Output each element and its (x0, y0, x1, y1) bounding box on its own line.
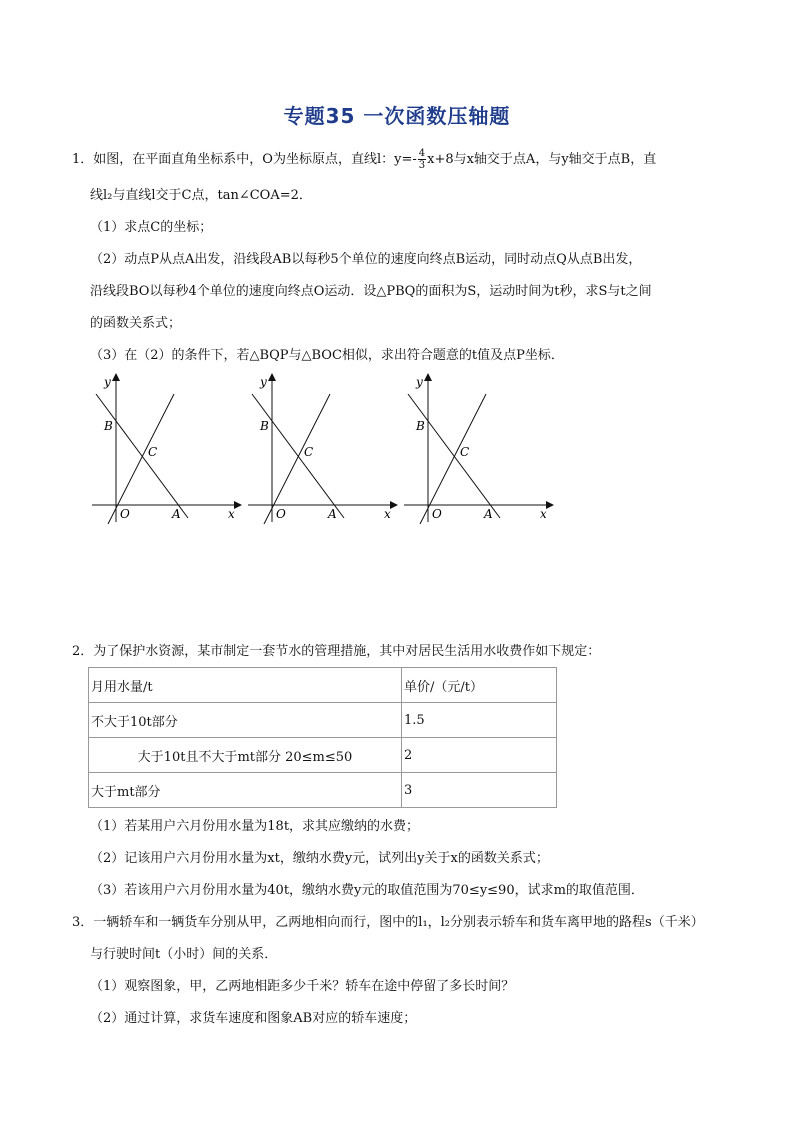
point-a-label: A (484, 507, 493, 521)
q1-number: 1． (72, 152, 94, 167)
q2-part2: （2）记该用户六月份用水量为xt，缴纳水费y元，试列出y关于x的函数关系式； (90, 851, 549, 866)
q2-intro-line (72, 643, 600, 661)
q1-diagram-3 (394, 372, 554, 527)
point-b-label: B (104, 419, 113, 433)
water-price-table (88, 667, 557, 808)
table-header-cell: 单价/（元/t） (402, 668, 557, 703)
axis-x-label: x (540, 507, 547, 521)
origin-label: O (432, 507, 442, 521)
axis-y-label: y (260, 375, 267, 389)
q1-text-a: 如图，在平面直角坐标系中，O为坐标原点，直线l：y=- (93, 152, 417, 167)
q2-number: 2． (72, 644, 94, 659)
axis-y-label: y (104, 375, 111, 389)
axis-x-label: x (228, 507, 235, 521)
point-b-label: B (260, 419, 269, 433)
origin-label: O (276, 507, 286, 521)
q2-part3: （3）若该用户六月份用水量为40t，缴纳水费y元的取值范围为70≤y≤90，试求m的取值范围． (90, 883, 644, 898)
q1-line1 (72, 148, 656, 171)
q1-part2-c: 的函数关系式； (90, 316, 182, 331)
table-cell: 大于mt部分 (89, 773, 402, 808)
origin-label: O (120, 507, 130, 521)
q1-frac-numerator: 4 (418, 148, 426, 159)
q3-line1-wrap (72, 914, 704, 932)
table-header-row (89, 668, 557, 703)
q1-fraction (418, 148, 426, 171)
q1-diagram-1 (82, 372, 242, 527)
table-cell: 2 (402, 738, 557, 773)
point-a-label: A (328, 507, 337, 521)
q1-part2-a: （2）动点P从点A出发，沿线段AB以每秒5个单位的速度向终点B运动，同时动点Q从点B出发， (90, 252, 642, 267)
table-cell: 3 (402, 773, 557, 808)
table-cell: 大于10t且不大于mt部分 20≤m≤50 (89, 738, 402, 773)
point-c-label: C (460, 445, 470, 459)
point-c-label: C (148, 445, 158, 459)
axis-y-label: y (416, 375, 423, 389)
point-a-label: A (172, 507, 181, 521)
table-row (89, 703, 557, 738)
q2-intro: 为了保护水资源，某市制定一套节水的管理措施，其中对居民生活用水收费作如下规定： (93, 644, 601, 659)
table-header-cell: 月用水量/t (89, 668, 402, 703)
q1-line2: 线l₂与直线l交于C点，tan∠COA=2． (90, 188, 312, 203)
q1-frac-denominator: 3 (418, 160, 426, 171)
q3-line2: 与行驶时间t（小时）间的关系． (90, 947, 278, 962)
q2-part1: （1）若某用户六月份用水量为18t，求其应缴纳的水费； (90, 819, 420, 834)
table-cell: 1.5 (402, 703, 557, 738)
point-c-label: C (304, 445, 314, 459)
axis-x-label: x (384, 507, 391, 521)
q1-text-b: x+8与x轴交于点A，与y轴交于点B，直 (427, 152, 657, 167)
q3-part2: （2）通过计算，求货车速度和图象AB对应的轿车速度； (90, 1011, 417, 1026)
table-row (89, 738, 557, 773)
table-row (89, 773, 557, 808)
q1-diagram-2 (238, 372, 398, 527)
q1-part1: （1）求点C的坐标； (90, 220, 213, 235)
q3-part1: （1）观察图象，甲，乙两地相距多少千米？轿车在途中停留了多长时间？ (90, 979, 515, 994)
page-title: 专题35 一次函数压轴题 (283, 104, 511, 128)
q1-part3: （3）在（2）的条件下，若△BQP与△BOC相似，求出符合题意的t值及点P坐标． (90, 348, 564, 363)
q1-part2-b: 沿线段BO以每秒4个单位的速度向终点O运动．设△PBQ的面积为S，运动时间为t秒，求S与t之间 (90, 284, 652, 299)
point-b-label: B (416, 419, 425, 433)
q3-number: 3． (72, 915, 94, 930)
q3-line1: 一辆轿车和一辆货车分别从甲，乙两地相向而行，图中的l₁，l₂分别表示轿车和货车离甲地的路程s（千米） (93, 915, 704, 930)
table-cell: 不大于10t部分 (89, 703, 402, 738)
